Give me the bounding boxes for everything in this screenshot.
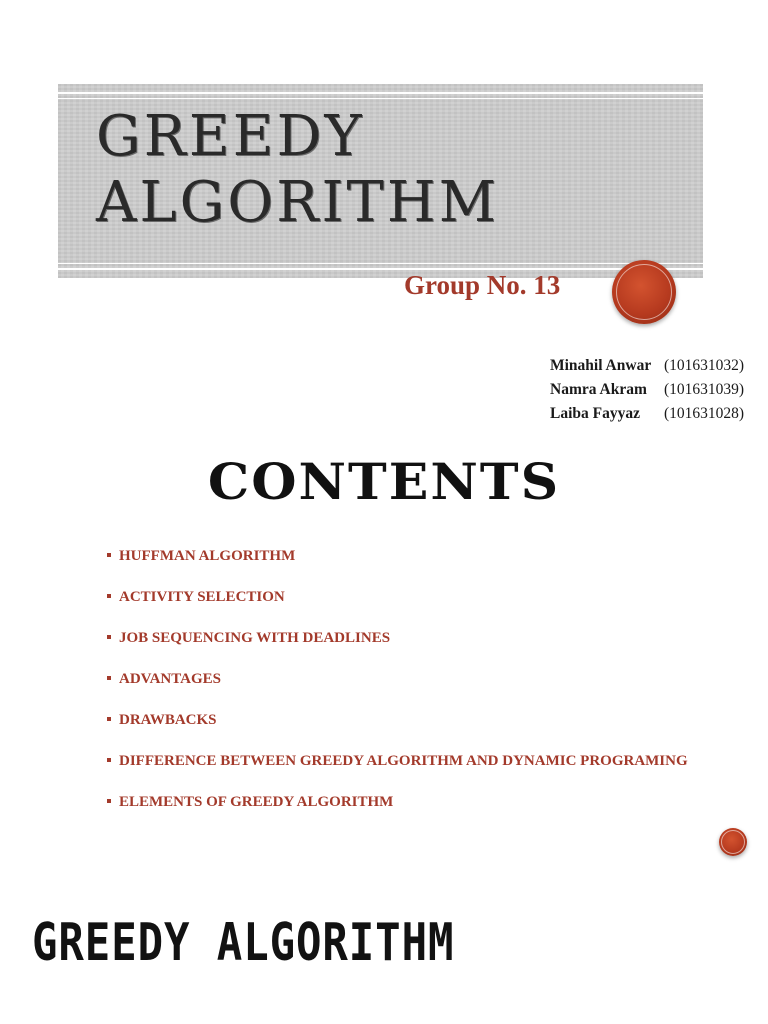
member-id: (101631039)	[664, 381, 745, 398]
slide-title-line-2: ALGORITHM	[96, 170, 500, 235]
member-name: Minahil Anwar	[550, 357, 652, 374]
member-name: Laiba Fayyaz	[550, 405, 640, 422]
list-item: ACTIVITY SELECTION	[107, 581, 707, 613]
group-number: Group No. 13	[404, 270, 561, 300]
contents-heading	[0, 452, 768, 513]
title-banner	[58, 84, 703, 278]
contents-heading-text: CONTENTS	[207, 453, 561, 512]
contents-list	[107, 540, 707, 827]
member-row	[550, 378, 768, 402]
list-item: HUFFMAN ALGORITHM	[107, 540, 707, 572]
decorative-orb-icon	[719, 828, 747, 856]
member-id: (101631028)	[664, 405, 745, 422]
member-list	[550, 354, 768, 426]
member-name: Namra Akram	[550, 381, 647, 398]
list-item: ELEMENTS OF GREEDY ALGORITHM	[107, 786, 707, 818]
slide-title	[96, 104, 676, 236]
list-item: JOB SEQUENCING WITH DEADLINES	[107, 622, 707, 654]
list-item: DIFFERENCE BETWEEN GREEDY ALGORITHM AND DYNAMIC PROGRAMING	[107, 745, 707, 777]
list-item: DRAWBACKS	[107, 704, 707, 736]
list-item: ADVANTAGES	[107, 663, 707, 695]
slide-title-line-1: GREEDY	[96, 104, 365, 169]
section-heading: GREEDY ALGORITHM	[32, 912, 455, 973]
decorative-orb-icon	[612, 260, 676, 324]
member-row	[550, 402, 768, 426]
member-id: (101631032)	[664, 357, 745, 374]
member-row	[550, 354, 768, 378]
